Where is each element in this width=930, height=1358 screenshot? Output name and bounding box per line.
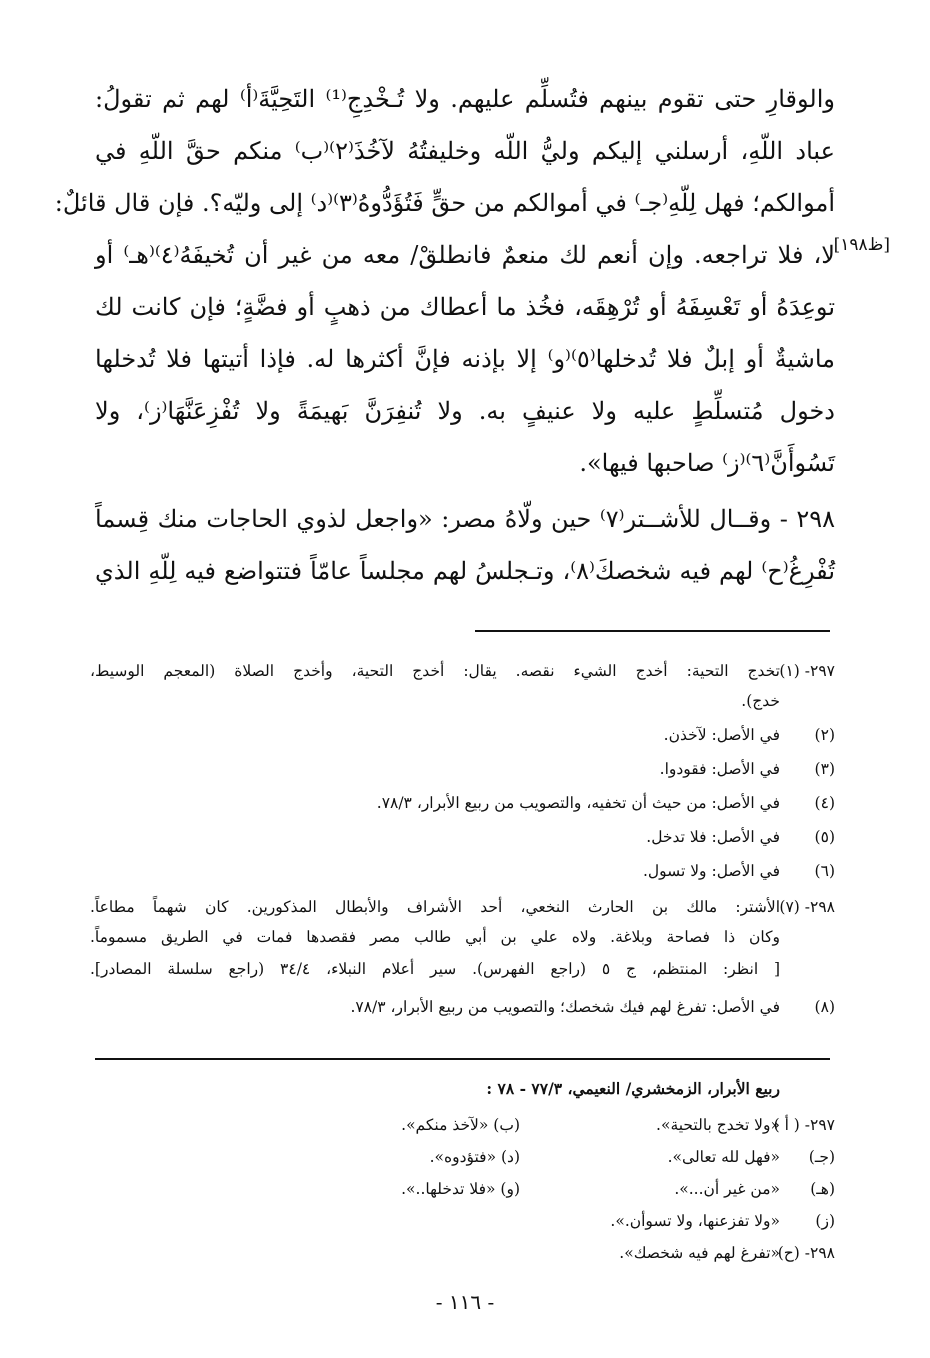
variant-row [60, 1174, 930, 1204]
footnote-number: (٢) [814, 726, 835, 744]
footnote-item [60, 892, 930, 922]
body-line: لا، فلا تراجعه. وإن أنعم لك منعمٌ فانطلقْ/ معه من غير أن تُخيفَهُ⁽٤⁾⁽هـ⁾ أو [95, 241, 835, 269]
variant-reading: «ولا تفزعنها، ولا تسوأن.». [610, 1212, 780, 1230]
footnote-number: ٢٩٨- (٧) [779, 898, 835, 916]
footnote-number: (٣) [814, 760, 835, 778]
footnote-number: (٦) [814, 862, 835, 880]
footnote-text: في الأصل: ولا تسول. [642, 862, 780, 880]
footnote-number: (٤) [814, 794, 835, 812]
body-line: ٢٩٨ - وقــال للأشــتر⁽٧⁾ حين ولّاهُ مصر: «واجعل لذوي الحاجات منك قِسماً [95, 505, 835, 533]
body-line: والوقارِ حتى تقوم بينهم فتُسلِّم عليهم. ولا تُـخْدِجِ⁽¹⁾ التَحِيَّةَ⁽أ⁾ لهم ثم تقولُ: [95, 85, 835, 113]
page-number: - ١١٦ - [435, 1290, 495, 1314]
variant-row [60, 1238, 930, 1268]
footnote-number: (٨) [814, 998, 835, 1016]
footnote-item [60, 856, 930, 886]
variant-row [60, 1142, 930, 1172]
footnote-item [60, 754, 930, 784]
variants-separator [95, 1058, 830, 1060]
variant-number: (هـ) [810, 1180, 835, 1198]
footnote-text: في الأصل: لآخذن. [663, 726, 780, 744]
body-line: أموالكم؛ فهل لِلّهِ⁽جـ⁾ في أموالكم من حقٍّ فَتُؤَدُّوهُ⁽٣⁾⁽د⁾ إلى وليّه؟. فإن قال قائلٌ: [54, 189, 835, 217]
variant-row [60, 1206, 930, 1236]
variant-reading: «من غير أن...». [674, 1180, 780, 1198]
variant-reading: (د) «فتؤدوه». [429, 1148, 520, 1166]
footnote-item [60, 656, 930, 686]
body-line: دخول مُتسلِّطٍ عليه ولا عنيفٍ به. ولا تُنفِرَنَّ بَهيمَةً ولا تُفْزِعَنَّهَا⁽ز⁾، ولا [95, 397, 835, 425]
variant-number: (ز) [815, 1212, 835, 1230]
body-line: تُفْرِغُ⁽ح⁾ لهم فيه شخصكَ⁽٨⁾، وتـجلسُ لهم مجلساً عامّاً فتتواضع فيه لِلّهِ الذي [95, 557, 836, 585]
footnote-item [60, 992, 930, 1022]
variant-number: ٢٩٧- ( أ ) [773, 1116, 835, 1134]
variant-reading: (و) «فلا تدخلها..». [401, 1180, 520, 1198]
footnote-text: [ انظر: المنتظم، ج ٥ (راجع الفهرس). سير أعلام النبلاء، ٣٤/٤ (راجع سلسلة المصادر]. [90, 960, 781, 978]
variant-reading: «ولا تخدج بالتحية». [656, 1116, 780, 1134]
footnote-text: في الأصل: تفرغ لهم فيك شخصك؛ والتصويب من ربيع الأبرار، ٧٨/٣. [350, 998, 780, 1016]
footnote-text: تخدج التحية: أخدج الشيء نقصه. يقال: أخدج التحية، وأخدج الصلاة (المعجم الوسيط، [90, 662, 780, 680]
footnote-item [60, 686, 930, 716]
body-line: تَسُوأَنَّ⁽٦⁾⁽ز⁾ صاحبها فيها». [579, 449, 835, 477]
footnote-item [60, 788, 930, 818]
footnote-text: في الأصل: من حيث أن تخفيه، والتصويب من ربيع الأبرار، ٧٨/٣. [376, 794, 780, 812]
variant-number: ٢٩٨- (ح) [777, 1244, 835, 1262]
body-line: ماشيةٌ أو إبلٌ فلا تُدخلها⁽٥⁾⁽و⁾ إلا بإذنه فإنَّ أكثرها له. فإذا أتيتها فلا تُدخلها [95, 345, 835, 373]
variant-reading: «فهل لله تعالى». [667, 1148, 780, 1166]
variant-reading: «تفرغ لهم فيه شخصك». [619, 1244, 780, 1262]
footnote-item [60, 922, 930, 952]
footnote-number: ٢٩٧- (١) [779, 662, 835, 680]
footnote-item [60, 822, 930, 852]
body-line: عباد اللّهِ، أرسلني إليكم وليُّ اللّه وخليفتُهُ لآخُذَ⁽٢⁾⁽ب⁾ منكم حقَّ اللّهِ في [95, 137, 835, 165]
footnote-text: الأشتر: مالك بن الحارث النخعي، أحد الأشراف والأبطال المذكورين. كان شهماً مطاعاً. [90, 898, 780, 916]
footnote-text: في الأصل: فقودوا. [659, 760, 780, 778]
variant-number: (جـ) [808, 1148, 835, 1166]
footnote-separator [475, 630, 830, 632]
footnote-item [60, 954, 930, 984]
footnote-text: خدج). [741, 692, 780, 710]
variants-heading-text: ربيع الأبرار، الزمخشري/ النعيمي، ٧٧/٣ - ٧٨ : [486, 1079, 780, 1098]
body-line: توعِدَهُ أو تَعْسِفَهُ أو تُرْهِقَه، فخُذ ما أعطاك من ذهبٍ أو فضَّةٍ؛ فإن كانت لك [95, 293, 835, 321]
variant-row [60, 1110, 930, 1140]
variant-reading: (ب) «لآخذ منكم». [401, 1116, 520, 1134]
footnote-text: وكان ذا فصاحة وبلاغة. ولاه علي بن أبي طالب مصر فقصدها فمات في الطريق مسموماً. [90, 928, 780, 946]
footnote-number: (٥) [814, 828, 835, 846]
variants-heading [60, 1074, 930, 1104]
footnote-item [60, 720, 930, 750]
margin-folio-marker: [ظ١٩٨] [833, 235, 890, 255]
footnote-text: في الأصل: فلا تدخل. [646, 828, 780, 846]
